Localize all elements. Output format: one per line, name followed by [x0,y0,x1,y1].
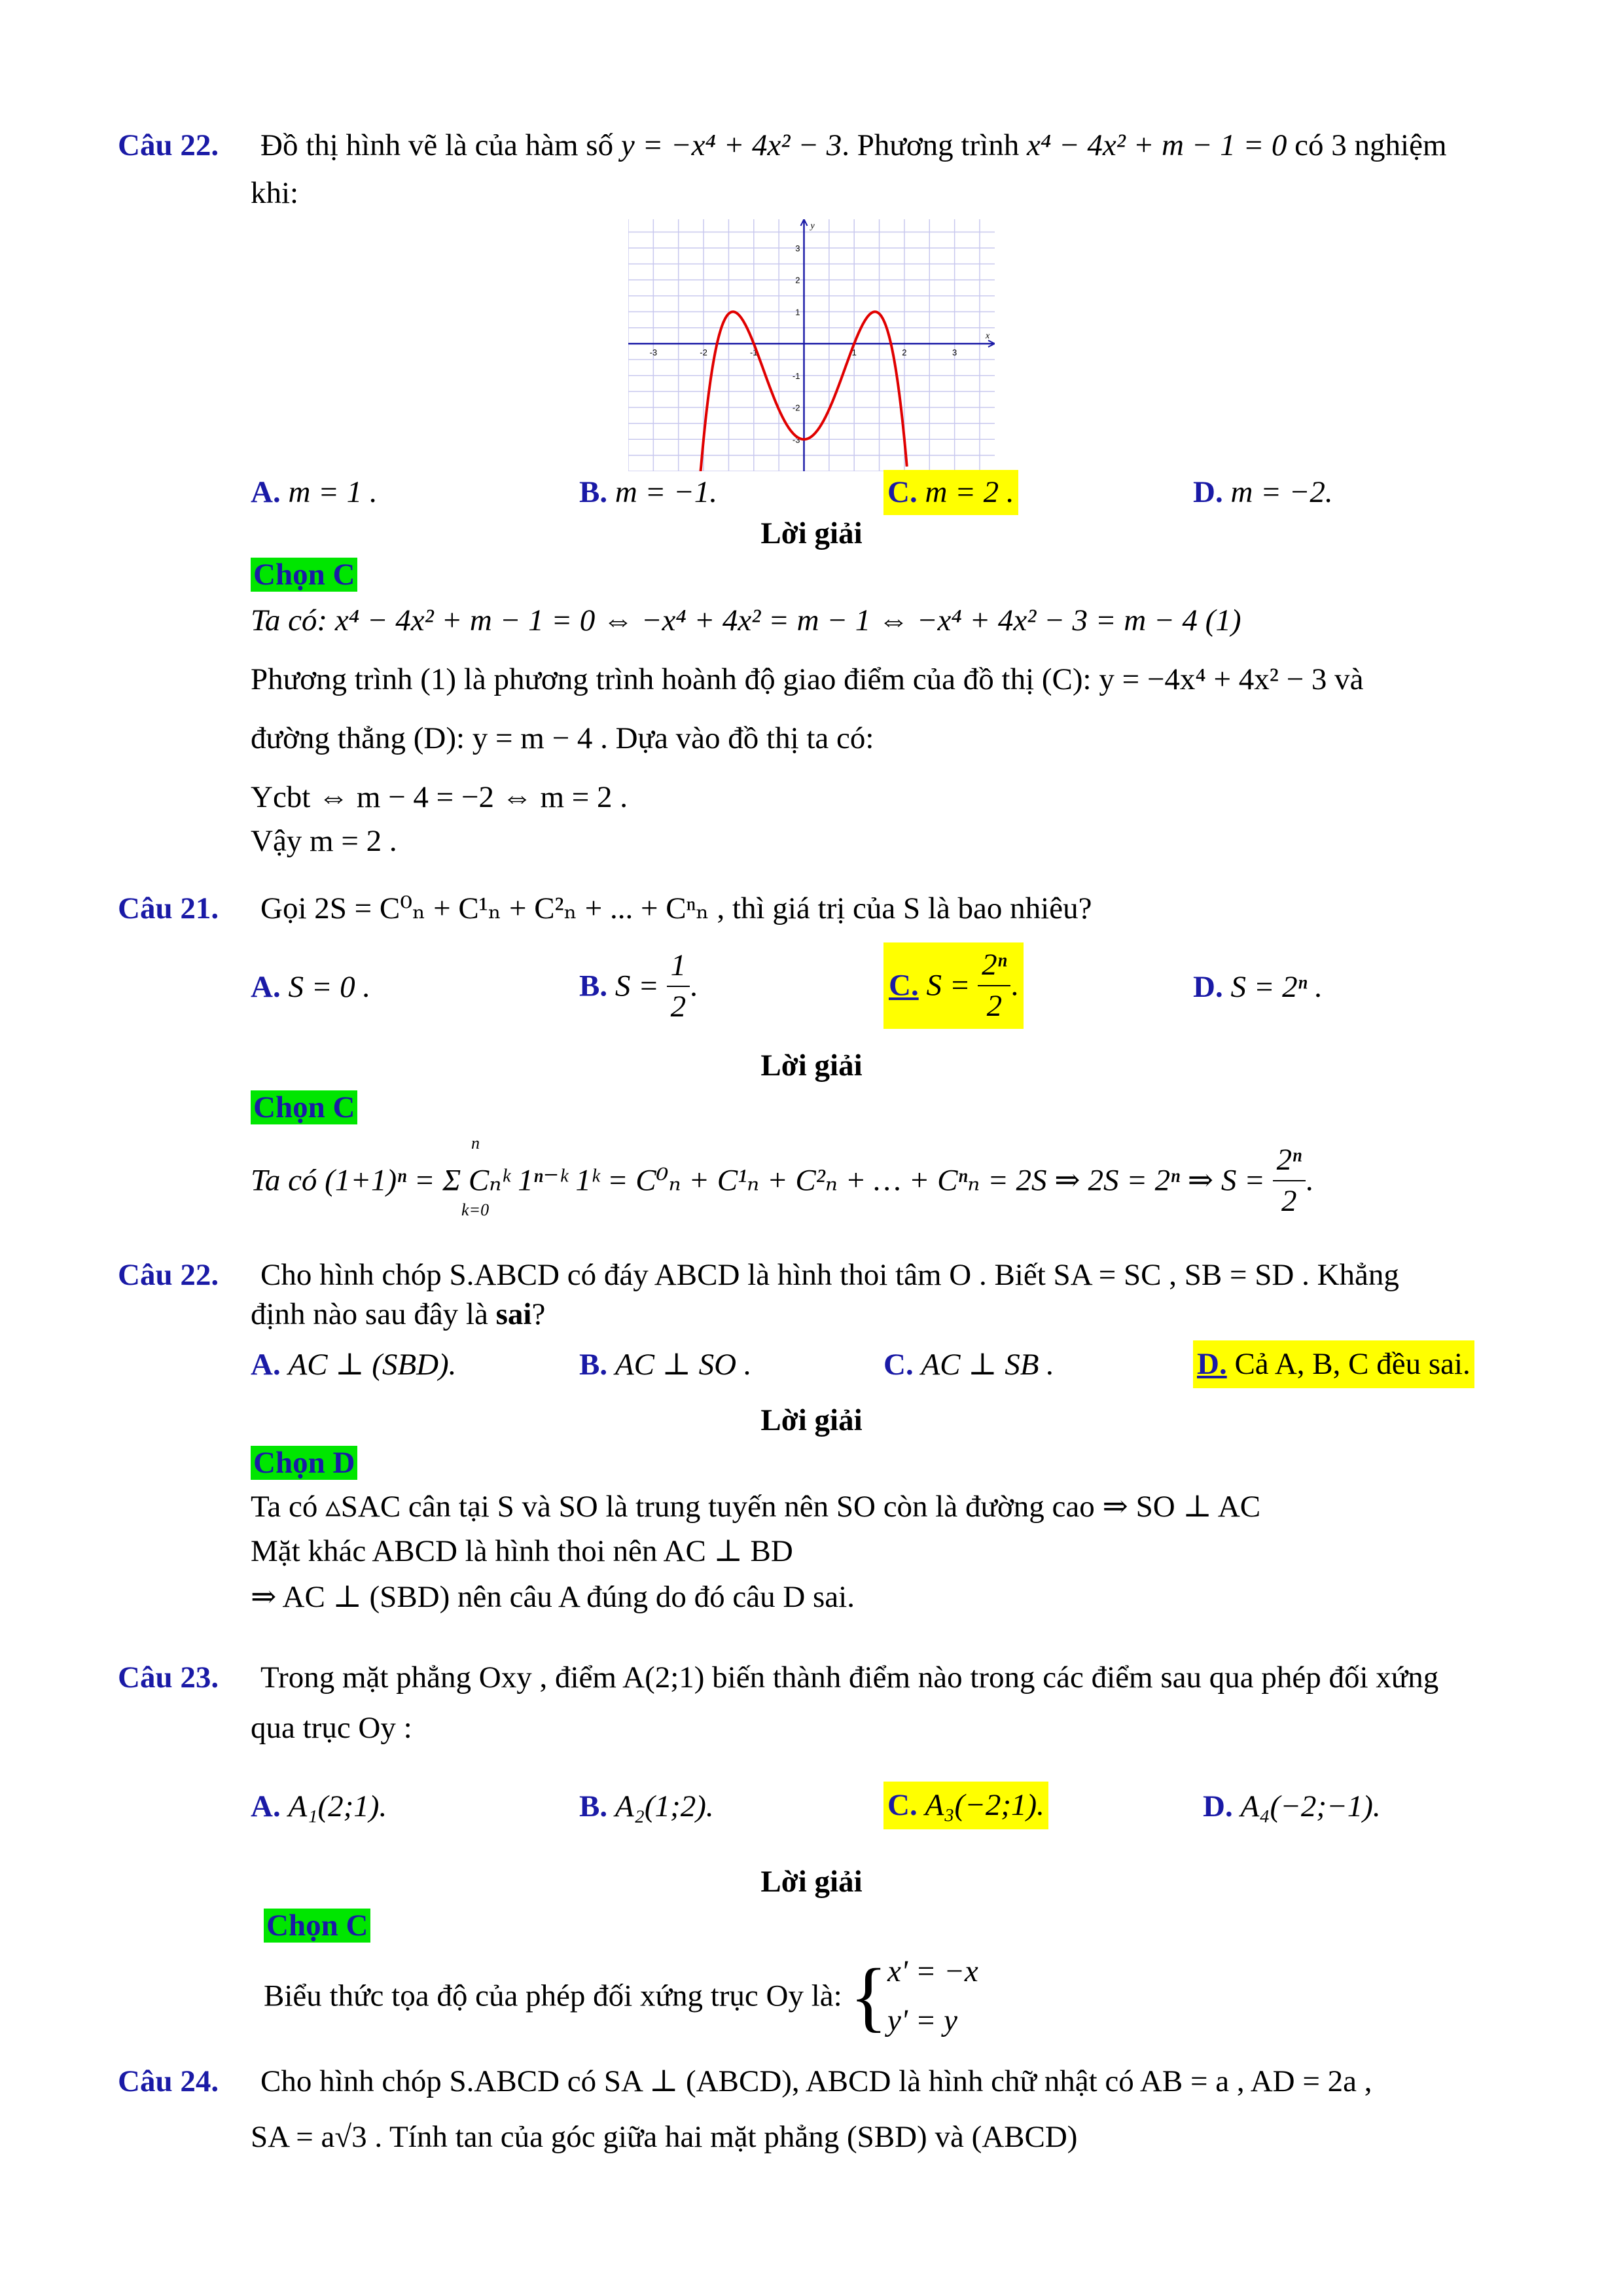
q22b-option-a[interactable]: A. AC ⊥ (SBD). [251,1348,457,1382]
system-brace: { [849,1952,888,2040]
question-label: Câu 21. [118,891,219,925]
q24-header [118,2062,219,2102]
sum-lower-limit: k=0 [461,1200,490,1219]
solution-title: Lời giải [760,1403,863,1437]
answer-choice: Chọn D [251,1443,357,1483]
question-label: Câu 24. [118,2064,219,2098]
solution-line: Mặt khác ABCD là hình thoi nên AC ⊥ BD [251,1534,793,1568]
function-graph [628,219,995,471]
y-tick-label: -3 [792,435,800,445]
q21-option-c[interactable]: C. S = $\frac{\text{2ⁿ}}{2}$ . [883,942,1024,1029]
q23-text-line1: Trong mặt phẳng Oxy , điểm A(2;1) biến thành điểm nào trong các điểm sau qua phép đối xứng [260,1660,1439,1695]
q22b-option-b[interactable]: B. AC ⊥ SO . [579,1348,752,1382]
y-tick-label: 3 [795,243,800,253]
solution-line: Ycbt ⇔ m − 4 = −2 ⇔ m = 2 . [251,780,628,814]
answer-choice: Chọn C [264,1906,370,1946]
solution-title: Lời giải [760,516,863,550]
question-label: Câu 22. [118,1258,219,1292]
q21-option-a[interactable]: A. S = 0 . [251,970,371,1004]
x-tick-label: 2 [902,348,907,358]
q24-text-line2: SA = a√3 . Tính tan của góc giữa hai mặt phẳng (SBD) và (ABCD) [251,2120,1078,2154]
sum-upper-limit: n [471,1134,480,1153]
q22b-option-d[interactable]: D. Cả A, B, C đều sai. [1193,1340,1474,1388]
q22a-text-line2: khi: [251,176,299,210]
tick-labels [650,221,990,444]
solution-title: Lời giải [760,1865,863,1899]
solution-line: Ta có: x⁴ − 4x² + m − 1 = 0 ⇔ −x⁴ + 4x² = m − 1 ⇔ −x⁴ + 4x² − 3 = m − 4 (1) [251,603,1241,637]
y-tick-label: -1 [792,370,800,381]
x-axis-label: x [986,331,990,342]
q24-text-line1: Cho hình chóp S.ABCD có SA ⊥ (ABCD), ABCD là hình chữ nhật có AB = a , AD = 2a , [260,2064,1372,2098]
y-tick-label: -2 [792,403,800,413]
q22a-option-d[interactable]: D. m = −2. [1193,475,1333,509]
q22b-option-c[interactable]: C. AC ⊥ SB . [883,1348,1054,1382]
q21-option-b[interactable]: B. S = $\frac{1}{2}$ . [579,946,698,1027]
x-tick-label: -1 [749,348,758,358]
solution-line: Vậy m = 2 . [251,824,397,858]
q23-option-b[interactable]: B. A₂(1;2). [579,1789,714,1823]
x-tick-label: -2 [700,348,707,358]
q22a-option-c[interactable]: C. m = 2 . [883,470,1018,515]
x-tick-label: -3 [649,348,658,358]
q23-option-c[interactable]: C. A₃(−2;1). [883,1782,1048,1829]
q21-option-d[interactable]: D. S = 2ⁿ . [1193,970,1323,1004]
q22a-option-a[interactable]: A. m = 1 . [251,475,378,509]
y-tick-label: 1 [795,307,800,317]
axes [628,219,995,471]
x-tick-label: 3 [952,348,957,358]
q23-option-a[interactable]: A. A₁(2;1). [251,1789,387,1823]
solution-line: Phương trình (1) là phương trình hoành độ giao điểm của đồ thị (C): y = −4x⁴ + 4x² − 3 và [251,662,1364,696]
question-label: Câu 23. [118,1660,219,1695]
solution-line: Ta có ▵SAC cân tại S và SO là trung tuyến nên SO còn là đường cao ⇒ SO ⊥ AC [251,1490,1261,1524]
coordinate-system: x' = −x y' = y [887,1954,978,2038]
x-tick-label: 1 [851,348,857,358]
grid [628,219,995,471]
solution-line: ⇒ AC ⊥ (SBD) nên câu A đúng do đó câu D sai. [251,1580,855,1614]
q22b-text-line1: Cho hình chóp S.ABCD có đáy ABCD là hình thoi tâm O . Biết SA = SC , SB = SD . Khẳng [260,1258,1399,1292]
q23-text-line2: qua trục Oy : [251,1711,412,1745]
q22b-text-line2: định nào sau đây là sai? [251,1297,546,1331]
solution-line: Ta có (1+1)ⁿ = Σ Cₙᵏ 1ⁿ⁻ᵏ 1ᵏ = C⁰ₙ + C¹ₙ + C²ₙ + … + Cⁿₙ = 2S ⇒ 2S = 2ⁿ ⇒ S = $\frac{\text{2ⁿ}}{2}$ . [251,1140,1313,1221]
q22a-header [118,126,219,166]
q23-option-d[interactable]: D. A₄(−2;−1). [1203,1789,1381,1823]
q22a-option-b[interactable]: B. m = −1. [579,475,717,509]
q22b-header [118,1255,219,1295]
q23-header [118,1658,219,1698]
y-tick-label: 2 [795,275,800,285]
solution-line: Biểu thức tọa độ của phép đối xứng trục Oy là: { x' = −x y' = y [264,1947,978,2045]
solution-title: Lời giải [760,1049,863,1083]
y-axis-label: y [810,221,815,231]
q22a-text-line1: Đồ thị hình vẽ là của hàm số y = −x⁴ + 4x² − 3. Phương trình x⁴ − 4x² + m − 1 = 0 có 3 nghiệm [260,128,1447,162]
question-label: Câu 22. [118,128,219,162]
answer-choice: Chọn C [251,555,357,595]
solution-line: đường thẳng (D): y = m − 4 . Dựa vào đồ thị ta có: [251,721,874,755]
q21-header [118,889,219,929]
q21-text: Gọi 2S = C⁰ₙ + C¹ₙ + C²ₙ + ... + Cⁿₙ , thì giá trị của S là bao nhiêu? [260,891,1092,925]
answer-choice: Chọn C [251,1088,357,1128]
